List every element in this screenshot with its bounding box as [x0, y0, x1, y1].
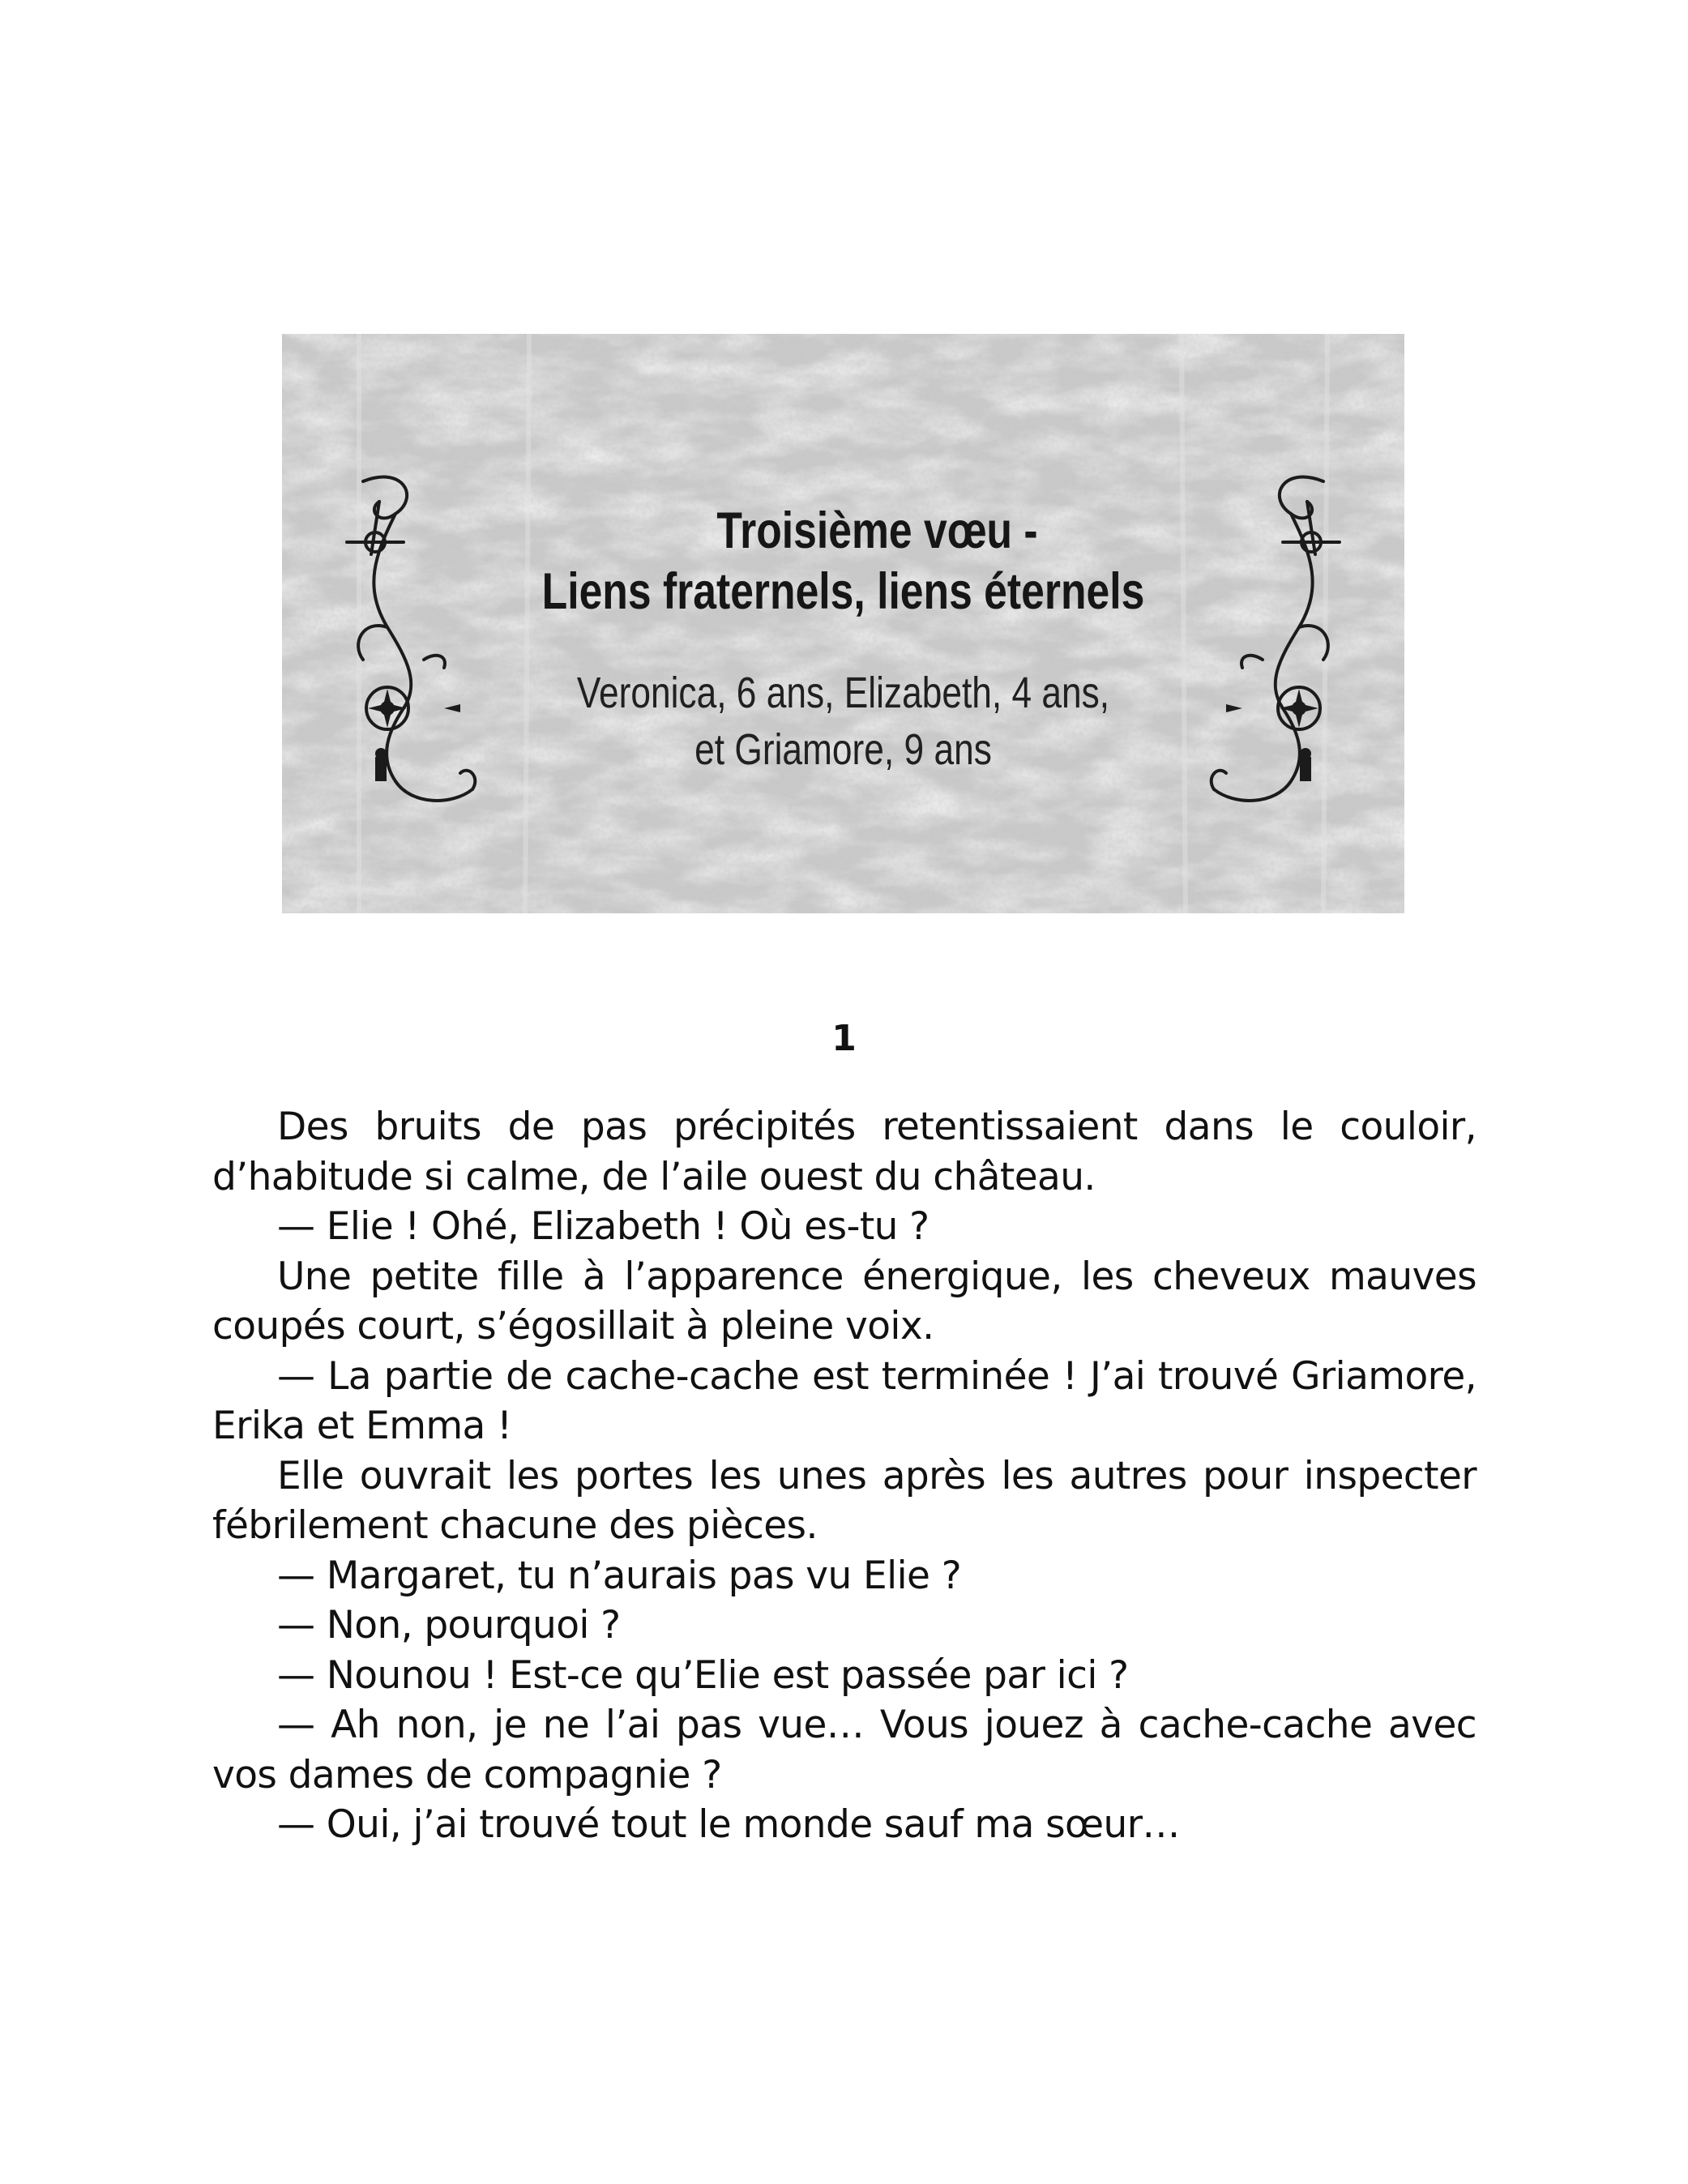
banner-title-line-1: Troisième vœu - [716, 502, 1038, 559]
chapter-body [212, 1102, 1476, 1850]
paragraph: — Oui, j’ai trouvé tout le monde sauf ma sœur… [277, 1802, 1180, 1847]
banner-subtitle-line-2: et Griamore, 9 ans [694, 725, 992, 774]
paragraph: — Nounou ! Est-ce qu’Elie est passée par ici ? [277, 1652, 1129, 1698]
paragraph: — Ah non, je ne l’ai pas vue… Vous jouez à cache-cache avec vos dames de compagnie ? [212, 1703, 1476, 1797]
chapter-banner [282, 334, 1404, 913]
paragraph: Elle ouvrait les portes les unes après les autres pour inspecter fébrilement chacune des pièces. [212, 1453, 1476, 1548]
banner-subtitle-line-1: Veronica, 6 ans, Elizabeth, 4 ans, [576, 669, 1110, 717]
paragraph: — Elie ! Ohé, Elizabeth ! Où es-tu ? [277, 1204, 929, 1249]
paragraph: Des bruits de pas précipités retentissaient dans le couloir, d’habitude si calme, de l’aile ouest du château. [212, 1105, 1476, 1199]
paragraph: — La partie de cache-cache est terminée ! J’ai trouvé Griamore, Erika et Emma ! [212, 1353, 1476, 1448]
paragraph: Une petite fille à l’apparence énergique, les cheveux mauves coupés court, s’égosillait à pleine voix. [212, 1254, 1476, 1348]
chapter-number: 1 [831, 1018, 857, 1059]
paragraph: — Non, pourquoi ? [277, 1603, 621, 1648]
banner-title-line-2: Liens fraternels, liens éternels [541, 563, 1145, 620]
paragraph: — Margaret, tu n’aurais pas vu Elie ? [277, 1553, 962, 1598]
